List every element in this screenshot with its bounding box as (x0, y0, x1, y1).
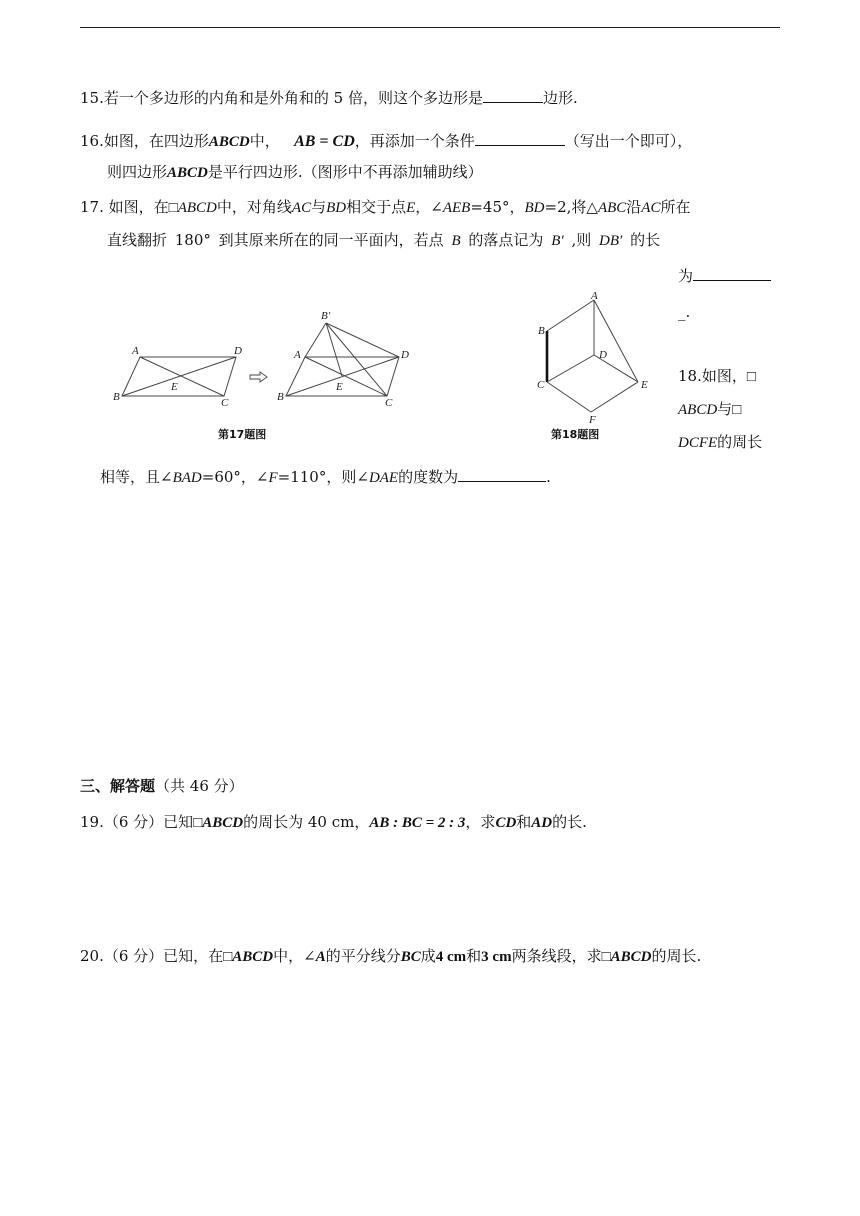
q17-para: □ABCD (168, 200, 217, 216)
q16-condition: AB = CD (294, 133, 355, 150)
q18-bad: BAD (172, 470, 202, 486)
q17-dbprime: DB′ (599, 233, 623, 249)
q17-line2-text-b: 的落点记为 (468, 231, 544, 249)
q17-text-6: =45°， (470, 198, 525, 216)
question-17-line3 (678, 266, 771, 286)
question-18-line-b (678, 399, 741, 420)
question-18-line-c (678, 432, 762, 453)
q20-text-3: 的平分线分 (325, 947, 401, 965)
q17-bd: BD (326, 200, 347, 216)
q17-text-3: 与 (311, 198, 327, 216)
q17-text-1: 如图，在 (108, 198, 169, 216)
q16-line2-text: 则四边形 (107, 163, 168, 181)
question-15 (80, 88, 578, 108)
q20-text-1: 已知，在 (163, 947, 224, 965)
q18-text-3: 的周长 (717, 433, 763, 451)
question-19 (80, 812, 587, 833)
question-16-line2 (107, 162, 483, 183)
q18-text-4: =60°，∠ (201, 468, 269, 486)
q17-bd2: BD (524, 200, 545, 216)
q16-line2-quad: ABCD (167, 165, 208, 181)
q19-cd: CD (495, 815, 517, 831)
q17-text-8: 沿 (626, 198, 642, 216)
q18-dcfe: DCFE (678, 435, 718, 451)
q17-ac2: AC (641, 200, 661, 216)
q19-text-3: ，求 (465, 813, 496, 831)
top-rule (80, 27, 780, 28)
fig17-diagonal-ac (140, 357, 224, 396)
q20-text-4: 成 (420, 947, 436, 965)
q17-e: E (406, 200, 416, 216)
q18-abcd: ABCD (678, 402, 718, 418)
q15-text-end: 边形. (542, 89, 578, 107)
q16-note: （写出一个即可）， (564, 132, 693, 150)
figure-18-caption: 第18题图 (551, 428, 600, 441)
q20-a: A (315, 949, 326, 965)
q19-text-2: 的周长为 40 cm， (243, 813, 370, 831)
fig17b-seg-bp-d (326, 323, 399, 357)
q17-number: 17. (80, 198, 104, 216)
fig17b-label-bprime: B′ (321, 310, 331, 322)
q20-text-2: 中，∠ (273, 947, 316, 965)
fig17-arrow-icon (250, 372, 267, 382)
fig18-label-c: C (537, 379, 545, 391)
q19-ad: AD (531, 815, 553, 831)
fig17b-label-b: B (277, 391, 284, 403)
fig17-label-a: A (132, 345, 139, 357)
section-3-score: （共 46 分） (155, 777, 244, 795)
q18-answer-blank[interactable] (458, 467, 546, 482)
question-17 (80, 197, 690, 218)
fig17-label-e: E (171, 381, 178, 393)
q19-text-1: 已知 (163, 813, 194, 831)
q19-text-5: 的长. (552, 813, 587, 831)
q16-text-cond: ，再添加一个条件 (354, 132, 475, 150)
q17-text-2: 中，对角线 (216, 198, 292, 216)
q20-score: （6 分） (103, 947, 164, 965)
fig18-label-a: A (591, 290, 598, 302)
q18-text-end: . (546, 468, 551, 486)
fig18-seg-ba (547, 300, 594, 331)
question-17-line2 (107, 230, 660, 251)
fig17b-seg-bp-a (305, 323, 326, 357)
fig18-label-f: F (589, 414, 596, 424)
q17-line2-text-d: 的长 (630, 231, 661, 249)
fig18-seg-cd (547, 355, 594, 382)
q17-line3-text: 为 (678, 267, 694, 285)
fig17-label-b: B (113, 391, 120, 403)
figure-17-caption: 第17题图 (218, 428, 267, 441)
fig17b-label-a: A (294, 349, 301, 361)
q18-line2-text: 相等，且∠ (100, 468, 173, 486)
q20-number: 20. (80, 947, 104, 965)
question-17-line4: _. (678, 303, 691, 321)
q16-line2-text-end: 是平行四边形.（图形中不再添加辅助线） (207, 163, 483, 181)
fig18-seg-ae (594, 300, 638, 382)
q19-number: 19. (80, 813, 104, 831)
section-3-title: 三、解答题 (80, 777, 156, 795)
q17-text-5: ，∠ (415, 198, 443, 216)
fig17-label-d: D (234, 345, 242, 357)
fig18-label-e: E (641, 379, 648, 391)
fig17b-label-c: C (385, 397, 393, 409)
q20-text-5: 和 (466, 947, 482, 965)
fig17b-diagonal-ac (305, 357, 387, 396)
q20-text-6: 两条线段，求 (511, 947, 602, 965)
q15-text: 若一个多边形的内角和是外角和的 5 倍，则这个多边形是 (103, 89, 483, 107)
q15-number: 15. (80, 89, 104, 107)
q19-score: （6 分） (103, 813, 164, 831)
q19-ratio: AB : BC = 2 : 3 (369, 815, 466, 831)
q17-ac: AC (291, 200, 312, 216)
q17-bprime: B′ (551, 233, 564, 249)
fig17-diagonal-bd (122, 357, 236, 396)
question-18-line-d (100, 467, 551, 488)
q17-answer-blank[interactable] (693, 266, 771, 281)
fig18-label-b: B (538, 325, 545, 337)
q18-dae: DAE (368, 470, 399, 486)
q20-value-2: 3 cm (481, 949, 512, 965)
q18-text-5: =110°，则∠ (277, 468, 369, 486)
question-16 (80, 131, 692, 152)
question-18 (678, 366, 756, 387)
fig18-seg-cf (547, 382, 591, 412)
q20-para: □ABCD (223, 949, 274, 965)
q18-number: 18. (678, 367, 702, 385)
q15-answer-blank[interactable] (483, 88, 543, 103)
q16-answer-blank[interactable] (475, 131, 565, 146)
q16-text-mid: 中， (249, 132, 280, 150)
q17-line2-text-c: ,则 (571, 231, 592, 249)
fig18-seg-fe (591, 382, 638, 412)
q17-b: B (451, 233, 461, 249)
q17-abc: ABC (597, 200, 627, 216)
q18-text-1: 如图， (701, 367, 747, 385)
q19-text-4: 和 (516, 813, 532, 831)
q20-text-7: 的周长. (651, 947, 702, 965)
q16-number: 16. (80, 132, 104, 150)
q17-text-4: 相交于点 (346, 198, 407, 216)
q16-text: 如图，在四边形 (103, 132, 209, 150)
q17-text-7: =2,将△ (544, 198, 598, 216)
q17-line2-text: 直线翻折 180° 到其原来所在的同一平面内，若点 (107, 231, 444, 249)
q18-para-2: □ (732, 402, 742, 418)
q20-value-1: 4 cm (435, 949, 467, 965)
fig18-label-d: D (599, 349, 607, 361)
fig17b-label-d: D (401, 349, 409, 361)
q20-para-2: □ABCD (601, 949, 652, 965)
fig17b-label-e: E (336, 381, 343, 393)
q17-text-9: 所在 (660, 198, 691, 216)
fig17-label-c: C (221, 397, 229, 409)
question-20 (80, 946, 701, 967)
q18-f: F (268, 470, 278, 486)
q20-bc: BC (400, 949, 421, 965)
q19-para: □ABCD (193, 815, 244, 831)
figure-18 (530, 288, 660, 424)
q18-text-2: 与 (717, 400, 733, 418)
q17-aeb: AEB (442, 200, 471, 216)
q16-quad: ABCD (208, 134, 250, 150)
figure-17 (100, 300, 430, 420)
section-3-heading (80, 776, 244, 796)
q18-para-1: □ (746, 369, 756, 385)
q18-text-6: 的度数为 (398, 468, 459, 486)
